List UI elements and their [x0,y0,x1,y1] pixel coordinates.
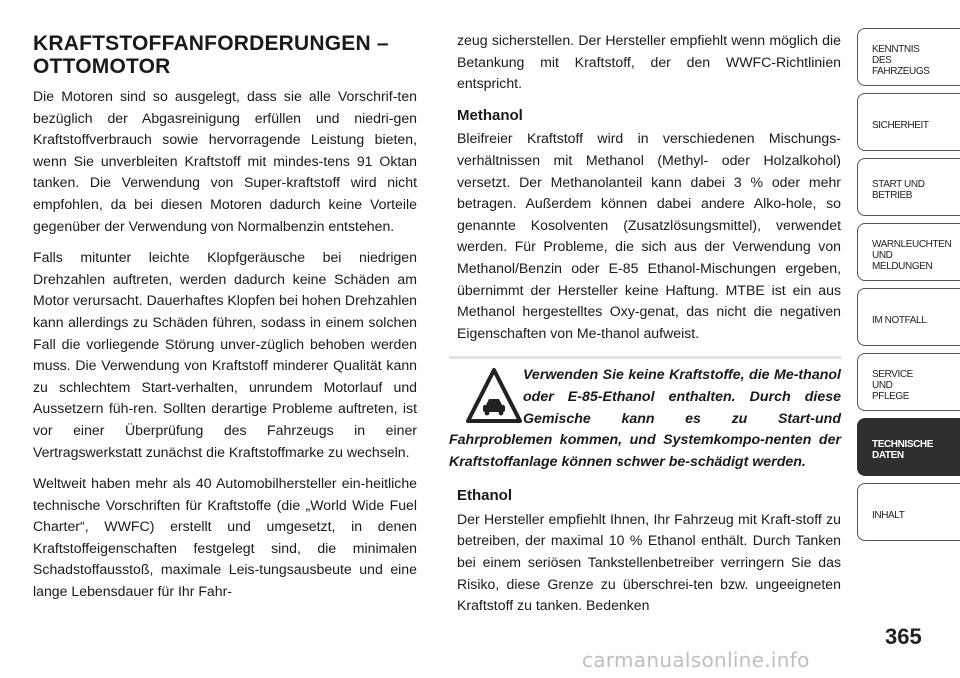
tab-technische-daten[interactable]: TECHNISCHE DATEN [857,418,960,476]
methanol-heading: Methanol [457,106,523,124]
warning-box [449,356,841,473]
tab-im-notfall[interactable]: IM NOTFALL [857,288,960,346]
methanol-paragraph: Bleifreier Kraftstoff wird in verschiedenen Mischungs-verhältnissen mit Methanol (Methyl- oder Holzalkohol) versetzt. Der Methanolanteil kann dabei 3 % oder mehr betragen. Außerdem können dabei andere Alko-hole, so genannte Kosolventen (Zusatzlösungsmittel), verwendet werden. Für Probleme, die sich aus der Verwendung von Methanol/Benzin oder E-85 Ethanol-Mischungen ergeben, übernimmt der Hersteller keine Haftung. MTBE ist ein aus Methanol hergestelltes Oxy-genat, das nicht die negativen Eigenschaften von Me-thanol aufweist. [457,130,841,341]
right-column [449,30,841,627]
heading-line-1: KRAFTSTOFFANFORDERUNGEN – [33,32,389,55]
paragraph-engine-design: Die Motoren sind so ausgelegt, dass sie alle Vorschrif-ten bezüglich der Abgasreinigung erfüllen und niedri-gen Kraftstoffverbrauch sowie hervorragende Leistung bieten, wenn Sie unverbleiten Kraftstoff mit mindes-tens 91 Oktan tanken. Die Verwendung von Super-kraftstoff wird nicht empfohlen, da bei diesen Motoren dadurch keine Vorteile gegenüber der Verwendung von Normalbenzin entstehen. [33,88,417,234]
left-column [33,30,417,613]
paragraph-knocking: Falls mitunter leichte Klopfgeräusche bei niedrigen Drehzahlen auftreten, werden dadurch keine Schäden am Motor verursacht. Dauerhaftes Klopfen bei hohen Drehzahlen kann allerdings zu Schäden führen, sodass in einem solchen Fall die vorliegende Störung unver-züglich behoben werden muss. Die Verwendung von Kraftstoff minderer Qualität kann zu schlechtem Start-verhalten, unrundem Motorlauf und Aussetzern füh-ren. Sollten derartige Probleme auftreten, ist vor einer Überprüfung des Fahrzeugs in einer Vertragswerkstatt zunächst die Kraftstoffmarke zu wechseln. [33,249,417,460]
page-number: 365 [885,624,922,649]
tab-inhalt[interactable]: INHALT [857,483,960,541]
warning-triangle-car-icon [465,367,523,425]
tab-sicherheit[interactable]: SICHERHEIT [857,93,960,151]
paragraph-wwfc-continued: zeug sicherstellen. Der Hersteller empfiehlt wenn möglich die Betankung mit Kraftstoff, der den WWFC-Richtlinien entspricht. [457,32,841,92]
watermark: carmanualsonline.info [582,648,810,672]
section-heading [33,32,417,78]
tab-warnleuchten-und-meldungen[interactable]: WARNLEUCHTEN UND MELDUNGEN [857,223,960,281]
warning-text: Verwenden Sie keine Kraftstoffe, die Me-thanol oder E-85-Ethanol enthalten. Durch diese Gemische kann es zu Start-und Fahrproblemen kommen, und Systemkompo-nenten der Kraftstoffanlage können schwer be-schädigt werden. [449,367,841,470]
ethanol-heading: Ethanol [457,487,512,505]
tab-start-und-betrieb[interactable]: START UND BETRIEB [857,158,960,216]
tab-kenntnis-des-fahrzeugs[interactable]: KENNTNIS DES FAHRZEUGS [857,28,960,86]
paragraph-wwfc: Weltweit haben mehr als 40 Automobilhersteller ein-heitliche technische Vorschriften für Kraftstoffe (die „World Wide Fuel Charter“, WWFC) erstellt und umgesetzt, in denen Kraftstoffeigenschaften festgelegt sind, die minimalen Schadstoffausstoß, maximale Leis-tungsausbeute und eine lange Lebensdauer für Ihr Fahr- [33,475,417,600]
chapter-tabs [857,28,960,548]
tab-service-und-pflege[interactable]: SERVICE UND PFLEGE [857,353,960,411]
heading-line-2: OTTOMOTOR [33,55,171,78]
ethanol-paragraph: Der Hersteller empfiehlt Ihnen, Ihr Fahrzeug mit Kraft-stoff zu betreiben, der maximal 10 % Ethanol enthält. Durch Tanken bei einem seriösen Tankstellenbetreiber verringern Sie das Risiko, diese Grenze zu überschrei-ten bzw. ungeeigneten Kraftstoff zu tanken. Bedenken [457,510,841,614]
